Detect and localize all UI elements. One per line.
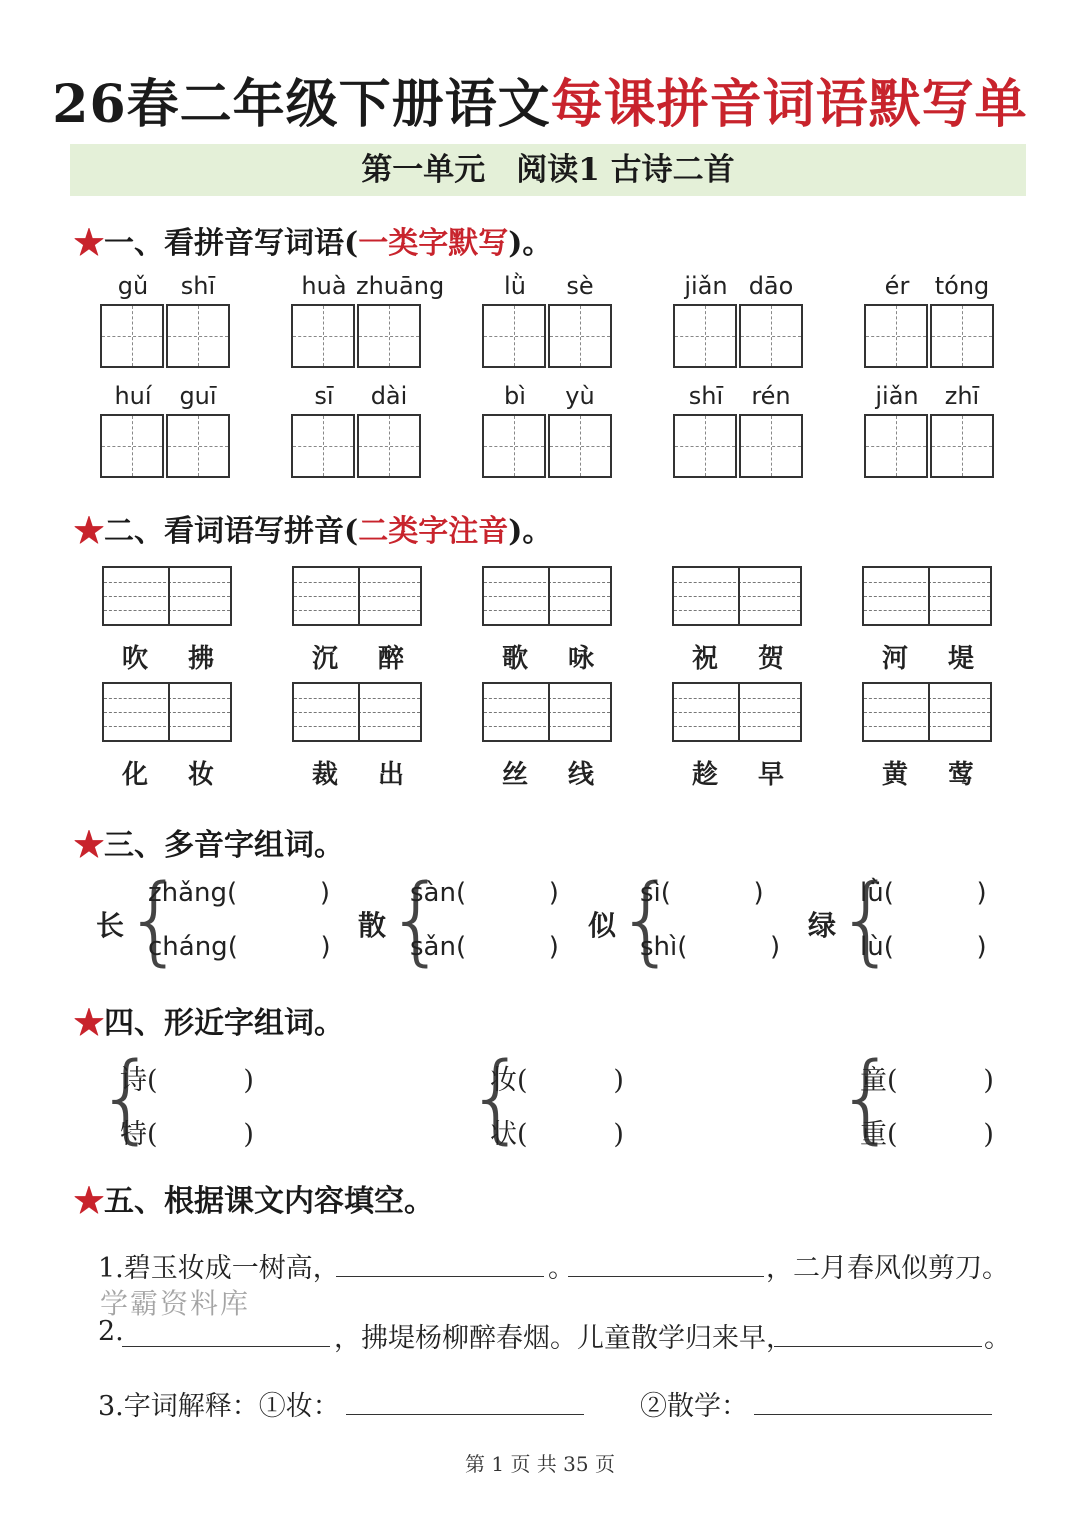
- tianzi-box[interactable]: [864, 304, 928, 368]
- tianzi-box[interactable]: [739, 304, 803, 368]
- tianzi-box[interactable]: [166, 414, 230, 478]
- section3-title-text: 三、多音字组词。: [104, 828, 344, 863]
- similar-char-row[interactable]: 特( ): [120, 1119, 254, 1150]
- brace-icon: {: [836, 1042, 898, 1154]
- tianzi-box[interactable]: [291, 304, 355, 368]
- guide-line: [674, 596, 800, 597]
- pinyin-label: shī: [688, 382, 724, 410]
- polyphone-char: 长: [96, 909, 125, 942]
- section1-title: [74, 218, 552, 262]
- word-char: 妆: [187, 760, 214, 790]
- pinyin-writing-box[interactable]: [482, 566, 612, 626]
- section4-title: [74, 998, 344, 1042]
- tianzi-box[interactable]: [482, 414, 546, 478]
- guide-line: [104, 582, 230, 583]
- brace-icon: {: [836, 864, 898, 976]
- polyphone-reading[interactable]: sàn( ): [410, 878, 559, 908]
- guide-line: [864, 712, 990, 713]
- tianzi-box[interactable]: [548, 414, 612, 478]
- guide-line: [294, 698, 420, 699]
- watermark-text: 学霸资料库: [100, 1287, 251, 1320]
- word-char: 化: [121, 760, 148, 790]
- pinyin-label: shī: [180, 272, 216, 300]
- box-divider: [358, 684, 360, 740]
- box-divider: [168, 684, 170, 740]
- polyphone-reading[interactable]: sǎn( ): [410, 932, 559, 962]
- polyphone-char: 散: [358, 909, 387, 942]
- page-title: [0, 62, 1080, 137]
- tianzi-box[interactable]: [482, 304, 546, 368]
- guide-line: [864, 726, 990, 727]
- brace-icon: {: [124, 864, 186, 976]
- pinyin-label: tóng: [934, 272, 990, 300]
- word-char: 咏: [567, 644, 594, 674]
- word-char: 沉: [311, 644, 338, 674]
- tianzi-box[interactable]: [739, 414, 803, 478]
- guide-line: [294, 726, 420, 727]
- star-icon: ★: [74, 1006, 104, 1041]
- star-icon: ★: [74, 514, 104, 549]
- star-icon: ★: [74, 226, 104, 261]
- pinyin-writing-box[interactable]: [862, 566, 992, 626]
- guide-line: [864, 596, 990, 597]
- pinyin-label: lǜ: [504, 272, 526, 300]
- brace-icon: {: [466, 1042, 528, 1154]
- guide-line: [864, 582, 990, 583]
- guide-line: [484, 596, 610, 597]
- fill-line1-b: 。: [548, 1253, 575, 1284]
- polyphone-reading[interactable]: lǜ( ): [860, 878, 987, 908]
- tianzi-box[interactable]: [864, 414, 928, 478]
- polyphone-reading[interactable]: zhǎng( ): [148, 878, 330, 908]
- guide-line: [484, 712, 610, 713]
- word-char: 河: [881, 644, 908, 674]
- section5-title: [74, 1176, 434, 1220]
- tianzi-box[interactable]: [357, 304, 421, 368]
- guide-line: [104, 610, 230, 611]
- page-footer: 第 1 页 共 35 页: [465, 1452, 615, 1476]
- tianzi-box[interactable]: [166, 304, 230, 368]
- section1-title-a: 一、看拼音写词语(: [104, 226, 359, 261]
- pinyin-label: jiǎn: [875, 382, 919, 410]
- section1-title-red: 一类字默写: [358, 226, 509, 261]
- box-divider: [548, 684, 550, 740]
- word-char: 歌: [501, 644, 528, 674]
- similar-char-row[interactable]: 诗( ): [120, 1065, 254, 1096]
- star-icon: ★: [74, 828, 104, 863]
- pinyin-label: dài: [370, 382, 408, 410]
- pinyin-label: zhī: [944, 382, 980, 410]
- tianzi-box[interactable]: [291, 414, 355, 478]
- pinyin-writing-box[interactable]: [102, 566, 232, 626]
- blank-line2-2[interactable]: [774, 1346, 982, 1347]
- word-char: 祝: [691, 644, 718, 674]
- pinyin-label: gǔ: [117, 272, 149, 300]
- box-divider: [738, 568, 740, 624]
- similar-char-row[interactable]: 童( ): [860, 1065, 994, 1096]
- section2-title-red: 二类字注音: [358, 514, 509, 549]
- word-char: 堤: [947, 644, 974, 674]
- similar-char-row[interactable]: 重( ): [860, 1119, 994, 1150]
- guide-line: [674, 712, 800, 713]
- guide-line: [294, 582, 420, 583]
- pinyin-writing-box[interactable]: [672, 566, 802, 626]
- pinyin-label: dāo: [748, 272, 794, 300]
- pinyin-label: zhuāng: [356, 272, 445, 300]
- guide-line: [674, 726, 800, 727]
- tianzi-box[interactable]: [930, 304, 994, 368]
- blank-define-1[interactable]: [346, 1414, 584, 1415]
- guide-line: [484, 726, 610, 727]
- pinyin-label: sè: [566, 272, 594, 300]
- blank-line2-1[interactable]: [122, 1346, 330, 1347]
- guide-line: [674, 698, 800, 699]
- polyphone-reading[interactable]: sì( ): [640, 878, 764, 908]
- word-char: 丝: [501, 760, 528, 790]
- guide-line: [104, 596, 230, 597]
- box-divider: [358, 568, 360, 624]
- section1-title-b: )。: [508, 226, 553, 261]
- word-char: 早: [757, 760, 784, 790]
- fill-line2-b: ，拂堤杨柳醉春烟。儿童散学归来早，: [334, 1323, 793, 1354]
- brace-icon: {: [96, 1042, 158, 1154]
- word-char: 贺: [757, 644, 784, 674]
- blank-line1-1[interactable]: [336, 1276, 544, 1277]
- pinyin-label: huà: [301, 272, 347, 300]
- pinyin-writing-box[interactable]: [292, 682, 422, 742]
- polyphone-char: 绿: [808, 909, 837, 942]
- fill-line2-a: 2.: [98, 1316, 124, 1347]
- pinyin-writing-box[interactable]: [292, 566, 422, 626]
- word-char: 出: [377, 760, 404, 790]
- tianzi-box[interactable]: [548, 304, 612, 368]
- word-char: 醉: [377, 644, 404, 674]
- blank-line1-2[interactable]: [568, 1276, 764, 1277]
- fill-line2-c: 。: [984, 1323, 1011, 1354]
- guide-line: [674, 582, 800, 583]
- star-icon: ★: [74, 1184, 104, 1219]
- box-divider: [168, 568, 170, 624]
- box-divider: [928, 568, 930, 624]
- word-char: 裁: [311, 760, 338, 790]
- tianzi-box[interactable]: [357, 414, 421, 478]
- section2-title-b: )。: [508, 514, 553, 549]
- pinyin-label: sī: [314, 382, 334, 410]
- section2-title-a: 二、看词语写拼音(: [104, 514, 359, 549]
- word-char: 吹: [121, 644, 148, 674]
- pinyin-label: ér: [884, 272, 910, 300]
- polyphone-char: 似: [588, 909, 617, 942]
- guide-line: [294, 596, 420, 597]
- pinyin-writing-box[interactable]: [672, 682, 802, 742]
- fill-line1-a: 1.碧玉妆成一树高，: [98, 1253, 340, 1284]
- section2-title: [74, 506, 552, 550]
- guide-line: [484, 582, 610, 583]
- section4-title-text: 四、形近字组词。: [104, 1006, 344, 1041]
- box-divider: [548, 568, 550, 624]
- box-divider: [928, 684, 930, 740]
- guide-line: [104, 712, 230, 713]
- tianzi-box[interactable]: [673, 414, 737, 478]
- fill-line3-a: 3.字词解释：①妆：: [98, 1391, 340, 1422]
- word-char: 趁: [691, 760, 718, 790]
- pinyin-writing-box[interactable]: [482, 682, 612, 742]
- guide-line: [484, 698, 610, 699]
- pinyin-label: jiǎn: [684, 272, 728, 300]
- pinyin-label: guī: [179, 382, 217, 410]
- tianzi-box[interactable]: [100, 304, 164, 368]
- pinyin-label: huí: [114, 382, 152, 410]
- word-char: 黄: [881, 760, 908, 790]
- pinyin-writing-box[interactable]: [102, 682, 232, 742]
- guide-line: [674, 610, 800, 611]
- guide-line: [864, 610, 990, 611]
- box-divider: [738, 684, 740, 740]
- tianzi-box[interactable]: [100, 414, 164, 478]
- word-char: 拂: [187, 644, 214, 674]
- polyphone-reading[interactable]: shì( ): [640, 932, 781, 962]
- guide-line: [294, 610, 420, 611]
- unit-heading: 第一单元 阅读1 古诗二首: [70, 144, 1026, 196]
- brace-icon: {: [386, 864, 448, 976]
- section5-title-text: 五、根据课文内容填空。: [104, 1184, 434, 1219]
- guide-line: [104, 726, 230, 727]
- brace-icon: {: [616, 864, 678, 976]
- tianzi-box[interactable]: [673, 304, 737, 368]
- guide-line: [484, 610, 610, 611]
- similar-char-row[interactable]: 妆( ): [490, 1065, 624, 1096]
- pinyin-writing-box[interactable]: [862, 682, 992, 742]
- fill-line3-b: ②散学：: [640, 1391, 748, 1422]
- pinyin-label: bì: [504, 382, 526, 410]
- title-black: 26春二年级下册语文: [52, 74, 551, 135]
- fill-line1-c: ，二月春风似剪刀。: [766, 1253, 1009, 1284]
- guide-line: [864, 698, 990, 699]
- section3-title: [74, 820, 344, 864]
- word-char: 莺: [947, 760, 974, 790]
- guide-line: [294, 712, 420, 713]
- similar-char-row[interactable]: 状( ): [490, 1119, 624, 1150]
- polyphone-reading[interactable]: lù( ): [860, 932, 987, 962]
- pinyin-label: yù: [565, 382, 595, 410]
- tianzi-box[interactable]: [930, 414, 994, 478]
- title-red: 每课拼音词语默写单: [550, 74, 1028, 135]
- pinyin-label: rén: [751, 382, 791, 410]
- polyphone-reading[interactable]: cháng( ): [148, 932, 331, 962]
- blank-define-2[interactable]: [754, 1414, 992, 1415]
- word-char: 线: [567, 760, 594, 790]
- guide-line: [104, 698, 230, 699]
